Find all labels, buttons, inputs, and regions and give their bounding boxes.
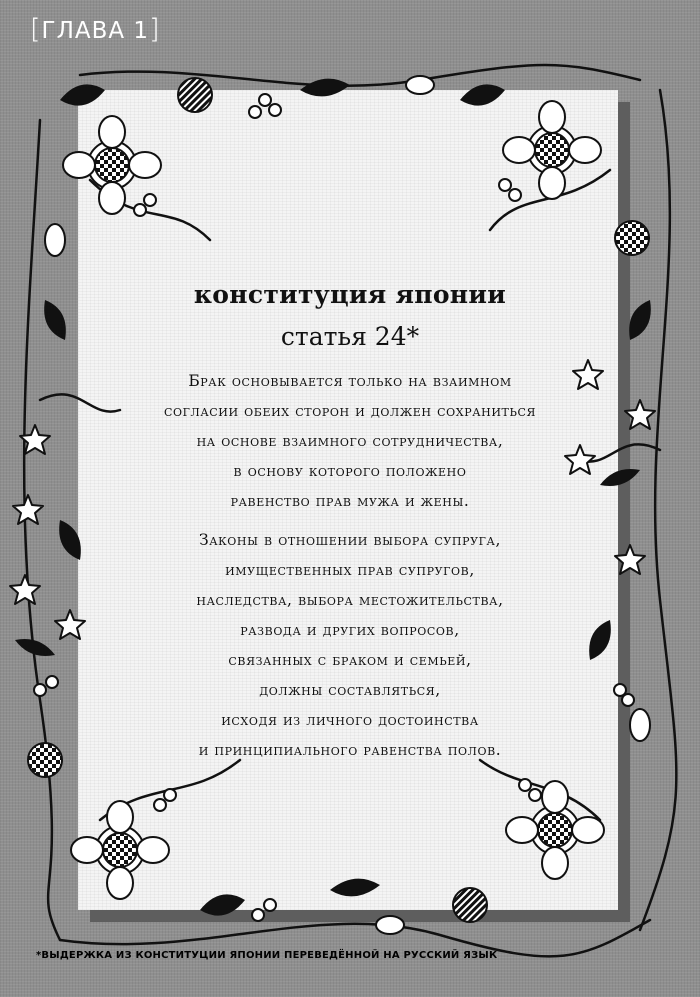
- text-line: в основу которого положено: [233, 462, 467, 480]
- bracket-open: [: [30, 14, 42, 45]
- chapter-label-text: ГЛАВА 1: [41, 18, 150, 44]
- text-line: и принципиального равенства полов.: [198, 741, 502, 759]
- document-title: конституция японии: [193, 280, 507, 309]
- star-flower-icon: [10, 575, 40, 604]
- article-paragraph-1: [90, 366, 610, 516]
- star-flower-icon: [615, 545, 645, 574]
- chapter-label: [30, 14, 161, 45]
- bracket-close: ]: [149, 14, 161, 45]
- text-line: связанных с браком и семьей,: [228, 651, 472, 669]
- text-line: Брак основывается только на взаимном: [188, 372, 512, 390]
- star-flower-icon: [625, 400, 655, 429]
- text-line: Законы в отношении выбора супруга,: [198, 531, 502, 549]
- text-line: равенство прав мужа и жены.: [230, 492, 470, 510]
- star-flower-icon: [13, 495, 43, 524]
- text-line: должны составляться,: [259, 681, 441, 699]
- text-line: согласии обеих сторон и должен сохраниться: [164, 402, 536, 420]
- text-line: на основе взаимного сотрудничества,: [196, 432, 504, 450]
- text-line: исходя из личного достоинства: [221, 711, 479, 729]
- star-flower-icon: [20, 425, 50, 454]
- text-line: наследства, выбора местожительства,: [196, 591, 504, 609]
- article-paragraph-2: [90, 525, 610, 765]
- article-heading: статья 24*: [280, 322, 420, 351]
- text-line: имущественных прав супругов,: [225, 561, 475, 579]
- footnote: *ВЫДЕРЖКА ИЗ КОНСТИТУЦИИ ЯПОНИИ ПЕРЕВЕДЁННОЙ НА РУССКИЙ ЯЗЫК: [36, 950, 498, 961]
- text-line: развода и других вопросов,: [240, 621, 460, 639]
